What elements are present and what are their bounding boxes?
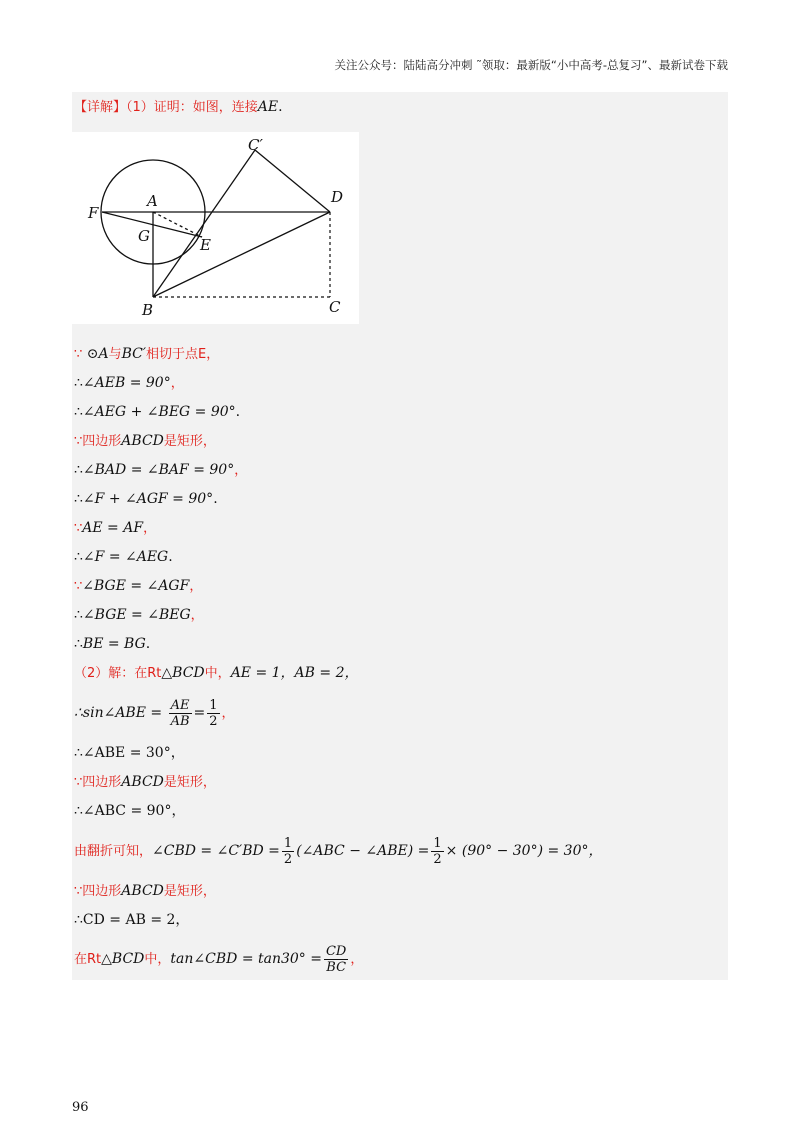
abe30-line: ∴∠ABE = 30°， xyxy=(74,745,185,761)
cd-line: ∴CD = AB = 2， xyxy=(74,912,190,928)
label-a: A xyxy=(147,192,158,210)
sin-line: ∴sin∠ABE = $\frac{AE}{AB}$ = $\frac{1}{2}$ ， xyxy=(74,697,235,729)
label-e: E xyxy=(200,236,211,254)
page-number: 96 xyxy=(72,1100,89,1115)
step-8: ∴∠F = ∠AEG. xyxy=(74,549,173,565)
label-c-prime: C′ xyxy=(248,136,263,154)
step-7: ∵AE = AF， xyxy=(74,520,157,536)
half-fraction: $\frac{1}{2}$ xyxy=(209,697,218,729)
tan-line: 在Rt△BCD中，tan∠CBD = tan30° = $\frac{CD}{BC}$ ， xyxy=(74,943,364,975)
step-1: ∵ ⊙A与BC′相切于点E， xyxy=(74,346,220,362)
part1-ae: AE xyxy=(257,99,279,115)
line-ae-dashed xyxy=(153,212,202,237)
step-10: ∴∠BGE = ∠BEG， xyxy=(74,607,204,623)
label-f: F xyxy=(88,204,99,222)
label-d: D xyxy=(331,188,344,206)
line-c-prime-d xyxy=(255,150,330,212)
rect3-line: ∵四边形ABCD是矩形， xyxy=(74,883,216,899)
label-c: C xyxy=(329,298,341,316)
step-4: ∵四边形ABCD是矩形， xyxy=(74,433,216,449)
step-5: ∴∠BAD = ∠BAF = 90°， xyxy=(74,462,248,478)
step-6: ∴∠F + ∠AGF = 90°. xyxy=(74,491,218,507)
label-g: G xyxy=(138,227,150,245)
part1-heading: 【详解】（1）证明：如图，连接AE. xyxy=(74,99,283,115)
geometry-figure xyxy=(72,132,359,324)
page-header: 关注公众号：陆陆高分冲刺 ˜领取：最新版“小中高考-总复习”、最新试卷下载 xyxy=(334,58,728,72)
step-9: ∵∠BGE = ∠AGF， xyxy=(74,578,203,594)
title-label: 【详解】 xyxy=(74,100,127,115)
solution-panel xyxy=(72,92,728,980)
figure-svg xyxy=(72,132,359,324)
part1-intro: （1）证明：如图，连接 xyxy=(126,100,258,115)
rect2-line: ∵四边形ABCD是矩形， xyxy=(74,774,216,790)
abc90-line: ∴∠ABC = 90°， xyxy=(74,803,186,819)
part2-heading: （2）解：在Rt△BCD中，AE = 1，AB = 2， xyxy=(74,665,359,681)
step-11: ∴BE = BG. xyxy=(74,636,151,652)
label-b: B xyxy=(142,301,154,319)
fold-line: 由翻折可知，∠CBD = ∠C′BD = $\frac{1}{2}$ (∠ABC − ∠ABE) = $\frac{1}{2}$ × (90° − 30°) = 30°， xyxy=(74,835,603,867)
line-fe xyxy=(102,212,202,237)
line-bd xyxy=(153,212,330,297)
sin-fraction: $\frac{AE}{AB}$ xyxy=(170,697,190,729)
line-bc-prime xyxy=(153,150,255,297)
step-3: ∴∠AEG + ∠BEG = 90°. xyxy=(74,404,241,420)
step-2: ∴∠AEB = 90°， xyxy=(74,375,184,391)
